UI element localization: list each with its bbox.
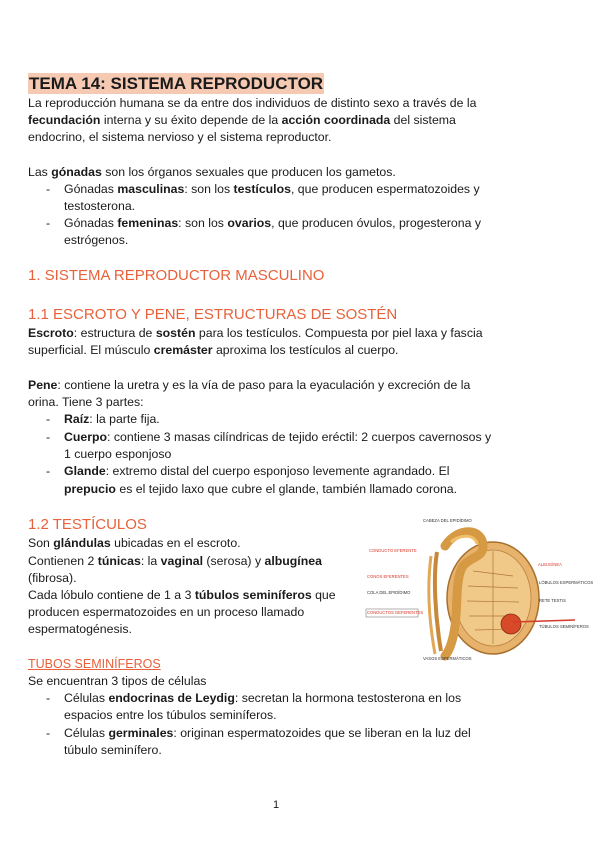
bullet-dash: - <box>46 691 51 705</box>
gonadas-femeninas-cont: estrógenos. <box>64 233 129 247</box>
gonadas-masculinas: Gónadas masculinas: son los testículos, que producen espermatozoides y <box>64 182 480 196</box>
bullet-dash: - <box>46 464 51 478</box>
bullet-dash: - <box>46 412 51 426</box>
bullet-dash: - <box>46 726 51 740</box>
testiculos-line-2: Contienen 2 túnicas: la vaginal (serosa) y albugínea <box>28 554 322 568</box>
tubos-leydig: Células endocrinas de Leydig: secretan la hormona testosterona en los <box>64 691 462 705</box>
tubos-leydig-cont: espacios entre los túbulos seminíferos. <box>64 708 277 722</box>
pene-line-2: orina. Tiene 3 partes: <box>28 395 144 409</box>
section-heading-1: 1. SISTEMA REPRODUCTOR MASCULINO <box>28 267 325 284</box>
intro-line-2: fecundación interna y su éxito depende de la acción coordinada del sistema <box>28 113 456 127</box>
pene-glande-cont: prepucio es el tejido laxo que cubre el glande, también llamado corona. <box>64 482 458 496</box>
testiculos-line-1: Son glándulas ubicadas en el escroto. <box>28 536 241 550</box>
testicle-diagram <box>363 516 594 666</box>
testiculos-line-4: Cada lóbulo contiene de 1 a 3 túbulos seminíferos que <box>28 588 336 602</box>
label-conducto-eferente: CONDUCTO EFERENTE <box>369 548 417 553</box>
escroto-line-1: Escroto: estructura de sostén para los testículos. Compuesta por piel laxa y fascia <box>28 326 483 340</box>
gonadas-femeninas: Gónadas femeninas: son los ovarios, que producen óvulos, progesterona y <box>64 216 481 230</box>
page-title: TEMA 14: SISTEMA REPRODUCTOR <box>29 74 324 93</box>
testiculos-line-3: (fibrosa). <box>28 571 77 585</box>
testiculos-line-5: producen espermatozoides en un proceso llamado <box>28 605 305 619</box>
label-cabeza: CABEZA DEL EPIDÍDIMO <box>423 518 472 523</box>
pene-line-1: Pene: contiene la uretra y es la vía de paso para la eyaculación y excreción de la <box>28 378 471 392</box>
tubos-line-1: Se encuentran 3 tipos de células <box>28 674 207 688</box>
label-rete: RETE TESTIS <box>539 598 566 603</box>
label-tubulos: TÚBULOS SEMINÍFEROS <box>539 624 589 629</box>
tubos-heading: TUBOS SEMINÍFEROS <box>28 657 161 671</box>
bullet-dash: - <box>46 216 51 230</box>
label-lobulos: LÓBULOS ESPERMÁTICOS <box>539 580 594 585</box>
tubos-germinales-cont: túbulo seminífero. <box>64 743 162 757</box>
label-albuginea: ALBUGÍNEA <box>538 562 562 567</box>
tubos-germinales: Células germinales: originan espermatozoides que se liberan en la luz del <box>64 726 471 740</box>
testiculos-line-6: espermatogénesis. <box>28 622 132 636</box>
pene-cuerpo-cont: 1 cuerpo esponjoso <box>64 447 172 461</box>
pene-raiz: Raíz: la parte fija. <box>64 412 160 426</box>
gonadas-line: Las gónadas son los órganos sexuales que producen los gametos. <box>28 165 396 179</box>
label-cola: COLA DEL EPIDÍDIMO <box>367 590 411 595</box>
intro-line-1: La reproducción humana se da entre dos individuos de distinto sexo a través de la <box>28 96 477 110</box>
label-vasos: VASOS ESPERMÁTICOS <box>423 656 472 661</box>
rete-testis-shape <box>501 614 521 634</box>
section-heading-1-2: 1.2 TESTÍCULOS <box>28 516 147 533</box>
pene-cuerpo: Cuerpo: contiene 3 masas cilíndricas de tejido eréctil: 2 cuerpos cavernosos y <box>64 430 492 444</box>
intro-line-3: endocrino, el sistema nervioso y el sistema reproductor. <box>28 130 332 144</box>
vas-deferens-shape <box>435 552 441 651</box>
bullet-dash: - <box>46 182 51 196</box>
escroto-line-2: superficial. El músculo cremáster aproxima los testículos al cuerpo. <box>28 343 399 357</box>
bullet-dash: - <box>46 430 51 444</box>
pene-glande: Glande: extremo distal del cuerpo esponjoso levemente agrandado. El <box>64 464 450 478</box>
page-number: 1 <box>273 799 280 811</box>
label-deferentes: CONDUCTOS DEFERENTES <box>367 610 424 615</box>
section-heading-1-1: 1.1 ESCROTO Y PENE, ESTRUCTURAS DE SOSTÉN <box>28 306 398 323</box>
label-conos: CONOS EFERENTES <box>367 574 409 579</box>
gonadas-masculinas-cont: testosterona. <box>64 199 136 213</box>
